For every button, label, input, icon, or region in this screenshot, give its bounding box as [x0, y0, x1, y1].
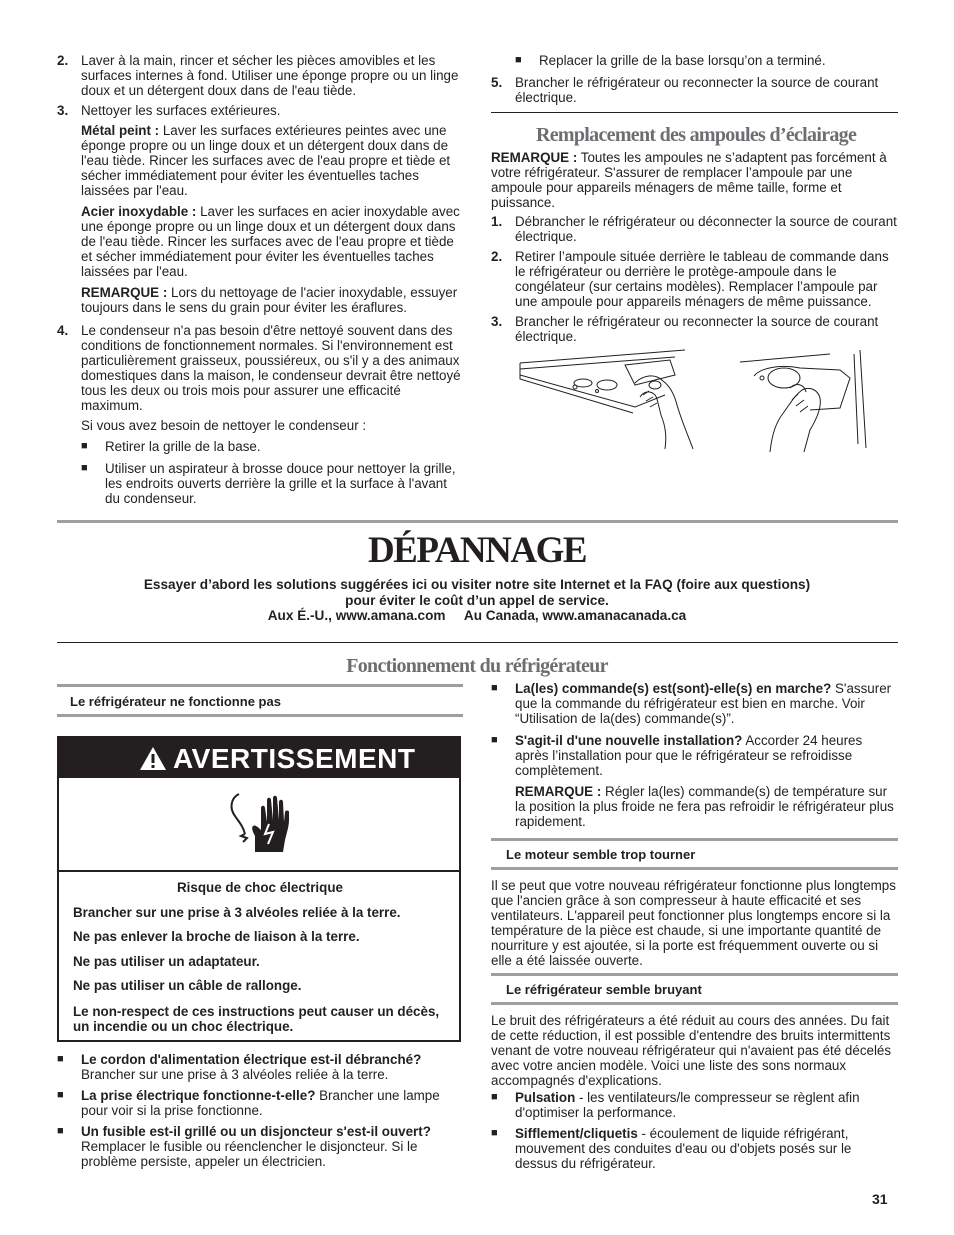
bullet-icon: ■	[81, 462, 88, 474]
bullet-replace-grille: ■ Replacer la grille de la base lorsqu’on a terminé.	[515, 53, 826, 68]
subhead-noisy: Le réfrigérateur semble bruyant	[506, 982, 702, 997]
bulb-section	[491, 150, 899, 344]
bullet-icon: ■	[515, 54, 522, 66]
bullet-outlet: ■ La prise électrique fonctionne-t-elle? Brancher une lampe pour voir si la prise fonctionne.	[57, 1088, 440, 1118]
step-5: 5. Brancher le réfrigérateur ou reconnecter la source de courant électrique.	[491, 75, 879, 105]
subhead-bottom-rule	[491, 1002, 898, 1005]
intro-block: Essayer d’abord les solutions suggérées ici ou visiter notre site Internet et la FAQ (foire aux questions) pour éviter le coût d’un appel de service. Aux É.-U., www.amana.com Au Canada, www.amanacanada.ca	[143, 577, 811, 623]
right-top-column	[491, 53, 899, 105]
bullet-icon: ■	[491, 734, 498, 746]
bullet-icon: ■	[57, 1125, 64, 1137]
electric-shock-hand-icon	[227, 790, 291, 856]
subhead-top-rule	[491, 973, 898, 976]
page-title: DÉPANNAGE	[367, 530, 587, 571]
bullet-icon: ■	[57, 1089, 64, 1101]
right-bottom-bullets	[491, 681, 897, 829]
bullet-icon: ■	[81, 440, 88, 452]
bullet-cord: ■ Le cordon d'alimentation électrique est-il débranché? Brancher sur une prise à 3 alvéoles reliée à la terre.	[57, 1052, 422, 1082]
bullet-remove-grille: ■ Retirer la grille de la base.	[81, 439, 261, 454]
divider	[491, 112, 898, 113]
bullet-fuse: ■ Un fusible est-il grillé ou un disjoncteur s'est-il ouvert? Remplacer le fusible ou réenclencher le disjoncteur. Si le problème persiste, appeler un électricien.	[57, 1124, 431, 1169]
bullet-icon: ■	[57, 1053, 64, 1065]
subhead-bottom-rule	[57, 714, 463, 717]
bulb-step-2: 2. Retirer l’ampoule située derrière le tableau de commande dans le réfrigérateur ou derrière le protège-ampoule dans le congélateur (sur certains modèles). Remplacer l’ampoule par une ampoule pour appareils ménagers de même puissance.	[491, 249, 889, 309]
bulb-step-3: 3. Brancher le réfrigérateur ou reconnecter la source de courant électrique.	[491, 314, 879, 344]
bullet-icon: ■	[491, 682, 498, 694]
condenser-intro: Si vous avez besoin de nettoyer le condenseur :	[81, 418, 367, 433]
warning-box	[57, 736, 461, 1042]
temperature-note: REMARQUE : Régler la(les) commande(s) de température sur la position la plus froide ne fera pas refroidir le réfrigérateur plus rapidement.	[515, 784, 894, 829]
warning-text: Risque de choc électrique Brancher sur une prise à 3 alvéoles reliée à la terre. Ne pas enlever la broche de liaison à la terre. Ne pas utiliser un adaptateur. Ne pas utiliser un câble de rallonge. Le non-respect de ces instructions peut causer un décès, un incendie ou un choc électrique.	[73, 880, 440, 1034]
warning-triangle-icon	[139, 746, 167, 771]
step-2: 2. Laver à la main, rincer et sécher les pièces amovibles et les surfaces internes à fond. Utiliser une éponge propre ou un linge doux et un détergent doux dans de l'eau tiède.	[57, 53, 459, 98]
subhead-top-rule	[57, 684, 463, 687]
bullet-icon: ■	[491, 1127, 498, 1139]
bullet-new-install: ■ S'agit-il d'une nouvelle installation? Accorder 24 heures après l’installation pour que le réfrigérateur se refroidisse complètement.	[491, 733, 863, 778]
left-bottom-bullets	[57, 1052, 459, 1169]
bullet-pulsation: ■ Pulsation - les ventilateurs/le compresseur se règlent afin d'optimiser la performance.	[491, 1090, 860, 1120]
painted-metal-paragraph: Métal peint : Laver les surfaces extérieures peintes avec une éponge propre ou un linge doux et un détergent doux dans de l'eau tiède. Rincer les surfaces avec de l'eau propre et tiède et sécher immédiatement pour éviter les éventuelles taches laissées par l'eau.	[81, 123, 451, 198]
left-top-column	[57, 53, 464, 506]
bullet-vacuum: ■ Utiliser un aspirateur à brosse douce pour nettoyer la grille, les endroits ouverts derrière la grille et la surface à l'avant du condenseur.	[81, 461, 456, 506]
bullet-controls-on: ■ La(les) commande(s) est(sont)-elle(s) en marche? S'assurer que la commande du réfrigérateur est bien en marche. Voir “Utilisation de la(des) commande(s)”.	[491, 681, 892, 726]
section-heading: Fonctionnement du réfrigérateur	[346, 655, 608, 677]
section-divider	[57, 520, 898, 523]
divider	[57, 642, 898, 643]
bulb-step-1: 1. Débrancher le réfrigérateur ou déconnecter la source de courant électrique.	[491, 214, 897, 244]
step-4: 4. Le condenseur n'a pas besoin d'être nettoyé souvent dans des conditions de fonctionnement normales. Si l'environnement est particulièrement graisseux, poussiéreux, ou s'il y a des animaux domestiques dans la maison, le condenseur devrait être nettoyé tous les deux ou trois mois pour assurer une efficacité maximum.	[57, 323, 461, 413]
stainless-paragraph: Acier inoxydable : Laver les surfaces en acier inoxydable avec une éponge propre ou un linge doux et un détergent doux dans de l'eau tiède. Rincer les surfaces avec de l'eau propre et tiède et sécher immédiatement pour éviter les éventuelles taches laissées par l'eau.	[81, 204, 460, 279]
warning-icon-area	[59, 778, 459, 872]
bulb-illustration-control-panel	[515, 345, 695, 453]
subhead-top-rule	[491, 838, 898, 841]
warning-title: AVERTISSEMENT	[173, 743, 416, 774]
bullet-icon: ■	[491, 1091, 498, 1103]
bulb-illustration-freezer-cover	[740, 348, 870, 453]
page-number: 31	[872, 1191, 888, 1207]
subhead-not-working: Le réfrigérateur ne fonctionne pas	[70, 694, 281, 709]
bullet-hissing: ■ Sifflement/cliquetis - écoulement de liquide réfrigérant, mouvement des conduites d'eau ou d'objets posés sur le dessus du réfrigérateur.	[491, 1126, 852, 1171]
bulb-heading: Remplacement des ampoules d’éclairage	[536, 124, 857, 146]
warning-header	[59, 738, 459, 778]
noise-paragraph: Le bruit des réfrigérateurs a été réduit au cours des années. Du fait de cette réduction, il est possible d'entendre des bruits intermittents venant de votre nouveau réfrigérateur qui n'avaient pas été décelés avec votre ancien modèle. Voici une liste des sons normaux accompagnés d'explications.	[491, 1013, 892, 1088]
noise-bullets	[491, 1090, 897, 1171]
stainless-note: REMARQUE : Lors du nettoyage de l'acier inoxydable, essuyer toujours dans le sens du grain pour éviter les éraflures.	[81, 285, 458, 315]
subhead-motor-runs: Le moteur semble trop tourner	[506, 847, 696, 862]
motor-paragraph: Il se peut que votre nouveau réfrigérateur fonctionne plus longtemps que l'ancien grâce à son compresseur à haute efficacité et ses ventilateurs. L'appareil peut fonctionner plus longtemps encore si la température de la pièce est chaude, si une importante quantité de nourriture y est ajoutée, si la porte est fréquemment ouverte ou si elle a été laissée ouverte.	[491, 878, 896, 968]
subhead-bottom-rule	[491, 867, 898, 870]
step-3: 3. Nettoyer les surfaces extérieures.	[57, 103, 281, 118]
bulb-note: REMARQUE : Toutes les ampoules ne s’adaptent pas forcément à votre réfrigérateur. S'assurer de remplacer l’ampoule par une ampoule pour appareils ménagers de même taille, forme et puissance.	[491, 150, 887, 210]
